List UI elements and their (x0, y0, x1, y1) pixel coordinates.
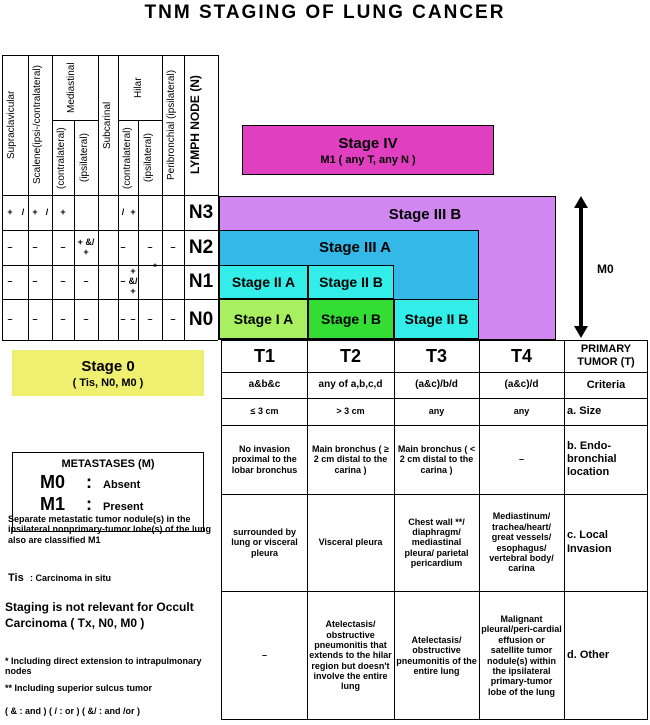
n1-asterisk: * (153, 262, 157, 273)
n-row-label: N3 (188, 202, 214, 223)
t-cell: Main bronchus ( < 2 cm distal to the carina ) (397, 443, 476, 475)
t-cell: surrounded by lung or visceral pleura (231, 526, 298, 558)
n-cell (128, 230, 138, 265)
m0-label: M0 (597, 262, 614, 276)
m0-code: M0 (40, 472, 66, 492)
n-cell (18, 299, 28, 340)
n-cell: – (7, 313, 13, 324)
criteria-label: c. Local Invasion (567, 529, 612, 555)
t-cell: > 3 cm (336, 406, 365, 417)
n-cell (98, 196, 118, 230)
stage-iiia-label: Stage III A (319, 238, 391, 256)
t-header: T2 (339, 345, 361, 366)
t-cell: any (513, 406, 530, 417)
m0-desc: Absent (103, 479, 141, 491)
n-cell: + (32, 207, 38, 218)
criteria-label: b. Endo-bronchial location (567, 439, 617, 479)
stage-ib: Stage I B (308, 299, 394, 339)
footnote-1: * Including direct extension to intrapulmonary nodes (5, 656, 202, 677)
n-cell (42, 299, 52, 340)
n-cell (18, 265, 28, 299)
footnote-3: ( & : and ) ( / : or ) ( &/ : and /or ) (5, 706, 140, 716)
t-header: T1 (253, 345, 275, 366)
n-cell: + (60, 207, 66, 218)
t-cell: Atelectasis/ obstructive pneumonitis of the entire lung (396, 634, 477, 676)
n-cell: + &/ + (128, 266, 138, 296)
metastases-title: METASTASES (M) (61, 458, 155, 470)
n-cell: – (32, 276, 38, 287)
t-header: T4 (510, 345, 532, 366)
criteria-header: Criteria (586, 378, 626, 391)
t-cell: No invasion proximal to the lobar bronchus (231, 443, 298, 475)
n-cell: / (45, 207, 49, 218)
n-cell: – (83, 313, 89, 324)
t-cell: Visceral pleura (318, 537, 383, 548)
n-cell (42, 265, 52, 299)
n-cell: – (120, 241, 126, 252)
primary-tumor-header: PRIMARY TUMOR (T) (577, 343, 635, 368)
subcarinal-label: Subcarinal (102, 101, 113, 149)
m0-arrow (574, 196, 588, 338)
hilar-contra-label: (contralateral) (122, 127, 133, 189)
t-cell: Main bronchus ( ≥ 2 cm distal to the carina ) (312, 443, 389, 475)
n-cell: – (32, 241, 38, 252)
n-cell (138, 196, 162, 230)
n-cell: – (32, 313, 38, 324)
footnote-2: ** Including superior sulcus tumor (5, 683, 153, 693)
t-cell: – (518, 454, 524, 465)
t-cell: any of a,b,c,d (318, 379, 383, 391)
stage-0-box (12, 350, 204, 396)
stage-iib-n0: Stage II B (394, 299, 479, 339)
n-cell: – (60, 241, 66, 252)
n-cell: / (21, 207, 25, 218)
supraclavicular-label: Supraclavicular (6, 90, 17, 160)
t-cell: (a&c)/b/d (415, 379, 458, 391)
hilar-label: Hilar (133, 77, 144, 99)
t-cell: Malignant pleural/peri-cardial effusion or satellite tumor nodule(s) within the ipsilateral primary-tumor lobe of the lung (481, 614, 562, 697)
n-cell: – (170, 241, 176, 252)
stage-0-sub: ( Tis, N0, M0 ) (72, 376, 144, 389)
t-cell: ≤ 3 cm (250, 406, 279, 417)
n-row-label: N2 (188, 236, 214, 258)
tis-desc: : Carcinoma in situ (30, 573, 112, 583)
n-cell: – (120, 313, 126, 324)
criteria-label: d. Other (567, 648, 610, 661)
t-cell: Atelectasis/ obstructive pneumonitis that extends to the hilar region but doesn't involve the entire lung (309, 619, 392, 692)
n-row-label: N0 (188, 308, 214, 330)
occult-note: Staging is not relevant for Occult Carcinoma ( Tx, N0, M0 ) (5, 600, 194, 630)
mediastinal-label: Mediastinal (66, 62, 77, 114)
n-cell (98, 265, 118, 299)
mediastinal-ipsi-label: (ipsilateral) (79, 133, 90, 183)
tis-label: Tis (8, 572, 24, 584)
m1-desc: Present (103, 501, 144, 513)
n-cell: – (7, 241, 13, 252)
stage-iv-sub: M1 ( any T, any N ) (320, 153, 416, 166)
n-cell: – (147, 313, 153, 324)
n-cell (98, 230, 118, 265)
m1-colon: : (86, 494, 92, 514)
n-cell (18, 230, 28, 265)
n-cell: – (130, 313, 136, 324)
t-cell: (a&c)/d (504, 379, 539, 391)
mediastinal-contra-label: (contralateral) (56, 127, 67, 189)
n-cell: – (60, 276, 66, 287)
n-cell: – (7, 276, 13, 287)
peribronchial-label: Peribronchial (ipsilateral) (166, 69, 177, 181)
stage-iv-box (242, 125, 494, 175)
stage-iv-title: Stage IV (338, 134, 398, 152)
hilar-ipsi-label: (ipsilateral) (143, 133, 154, 183)
t-cell: a&b&c (248, 379, 281, 391)
stage-ia: Stage I A (219, 299, 308, 339)
t-cell: any (428, 406, 445, 417)
n-cell (98, 299, 118, 340)
m0-colon: : (86, 472, 92, 492)
criteria-label: a. Size (567, 404, 602, 417)
n-cell: + (130, 207, 136, 218)
n-row-label: N1 (188, 271, 214, 292)
t-cell: – (261, 650, 267, 661)
n-cell: – (147, 241, 153, 252)
stage-0-title: Stage 0 (81, 357, 135, 375)
n-cell: + (7, 207, 13, 218)
n-cell: – (60, 313, 66, 324)
n-cell: – (83, 276, 89, 287)
t-cell: Mediastinum/ trachea/heart/ great vessels/ esophagus/ vertebral body/ carina (489, 511, 554, 574)
stage-iib-n1: Stage II B (308, 265, 394, 299)
scalene-label: Scalene(ipsi-/contralateral) (32, 65, 43, 185)
n-cell: + &/ + (77, 236, 95, 257)
t-header: T3 (425, 345, 447, 366)
n-cell: / (121, 207, 125, 218)
page-title: TNM STAGING OF LUNG CANCER (144, 2, 506, 23)
metastases-note: Separate metastatic tumor nodule(s) in the ipsilateral nonprimary-tumor lobe(s) of the lung also are classified M1 (8, 514, 212, 545)
stage-iiib-label: Stage III B (388, 205, 462, 223)
n-cell: – (170, 313, 176, 324)
t-cell: Chest wall **/ diaphragm/ mediastinal pleura/ parietal pericardium (404, 516, 469, 569)
m1-code: M1 (40, 494, 66, 514)
n-cell (42, 230, 52, 265)
n-cell: – (120, 276, 126, 287)
n-cell (162, 265, 184, 299)
stage-iia-n1: Stage II A (219, 265, 308, 299)
lymph-node-title: LYMPH NODE (N) (188, 75, 202, 175)
n-cell (162, 196, 184, 230)
n-cell (74, 196, 98, 230)
